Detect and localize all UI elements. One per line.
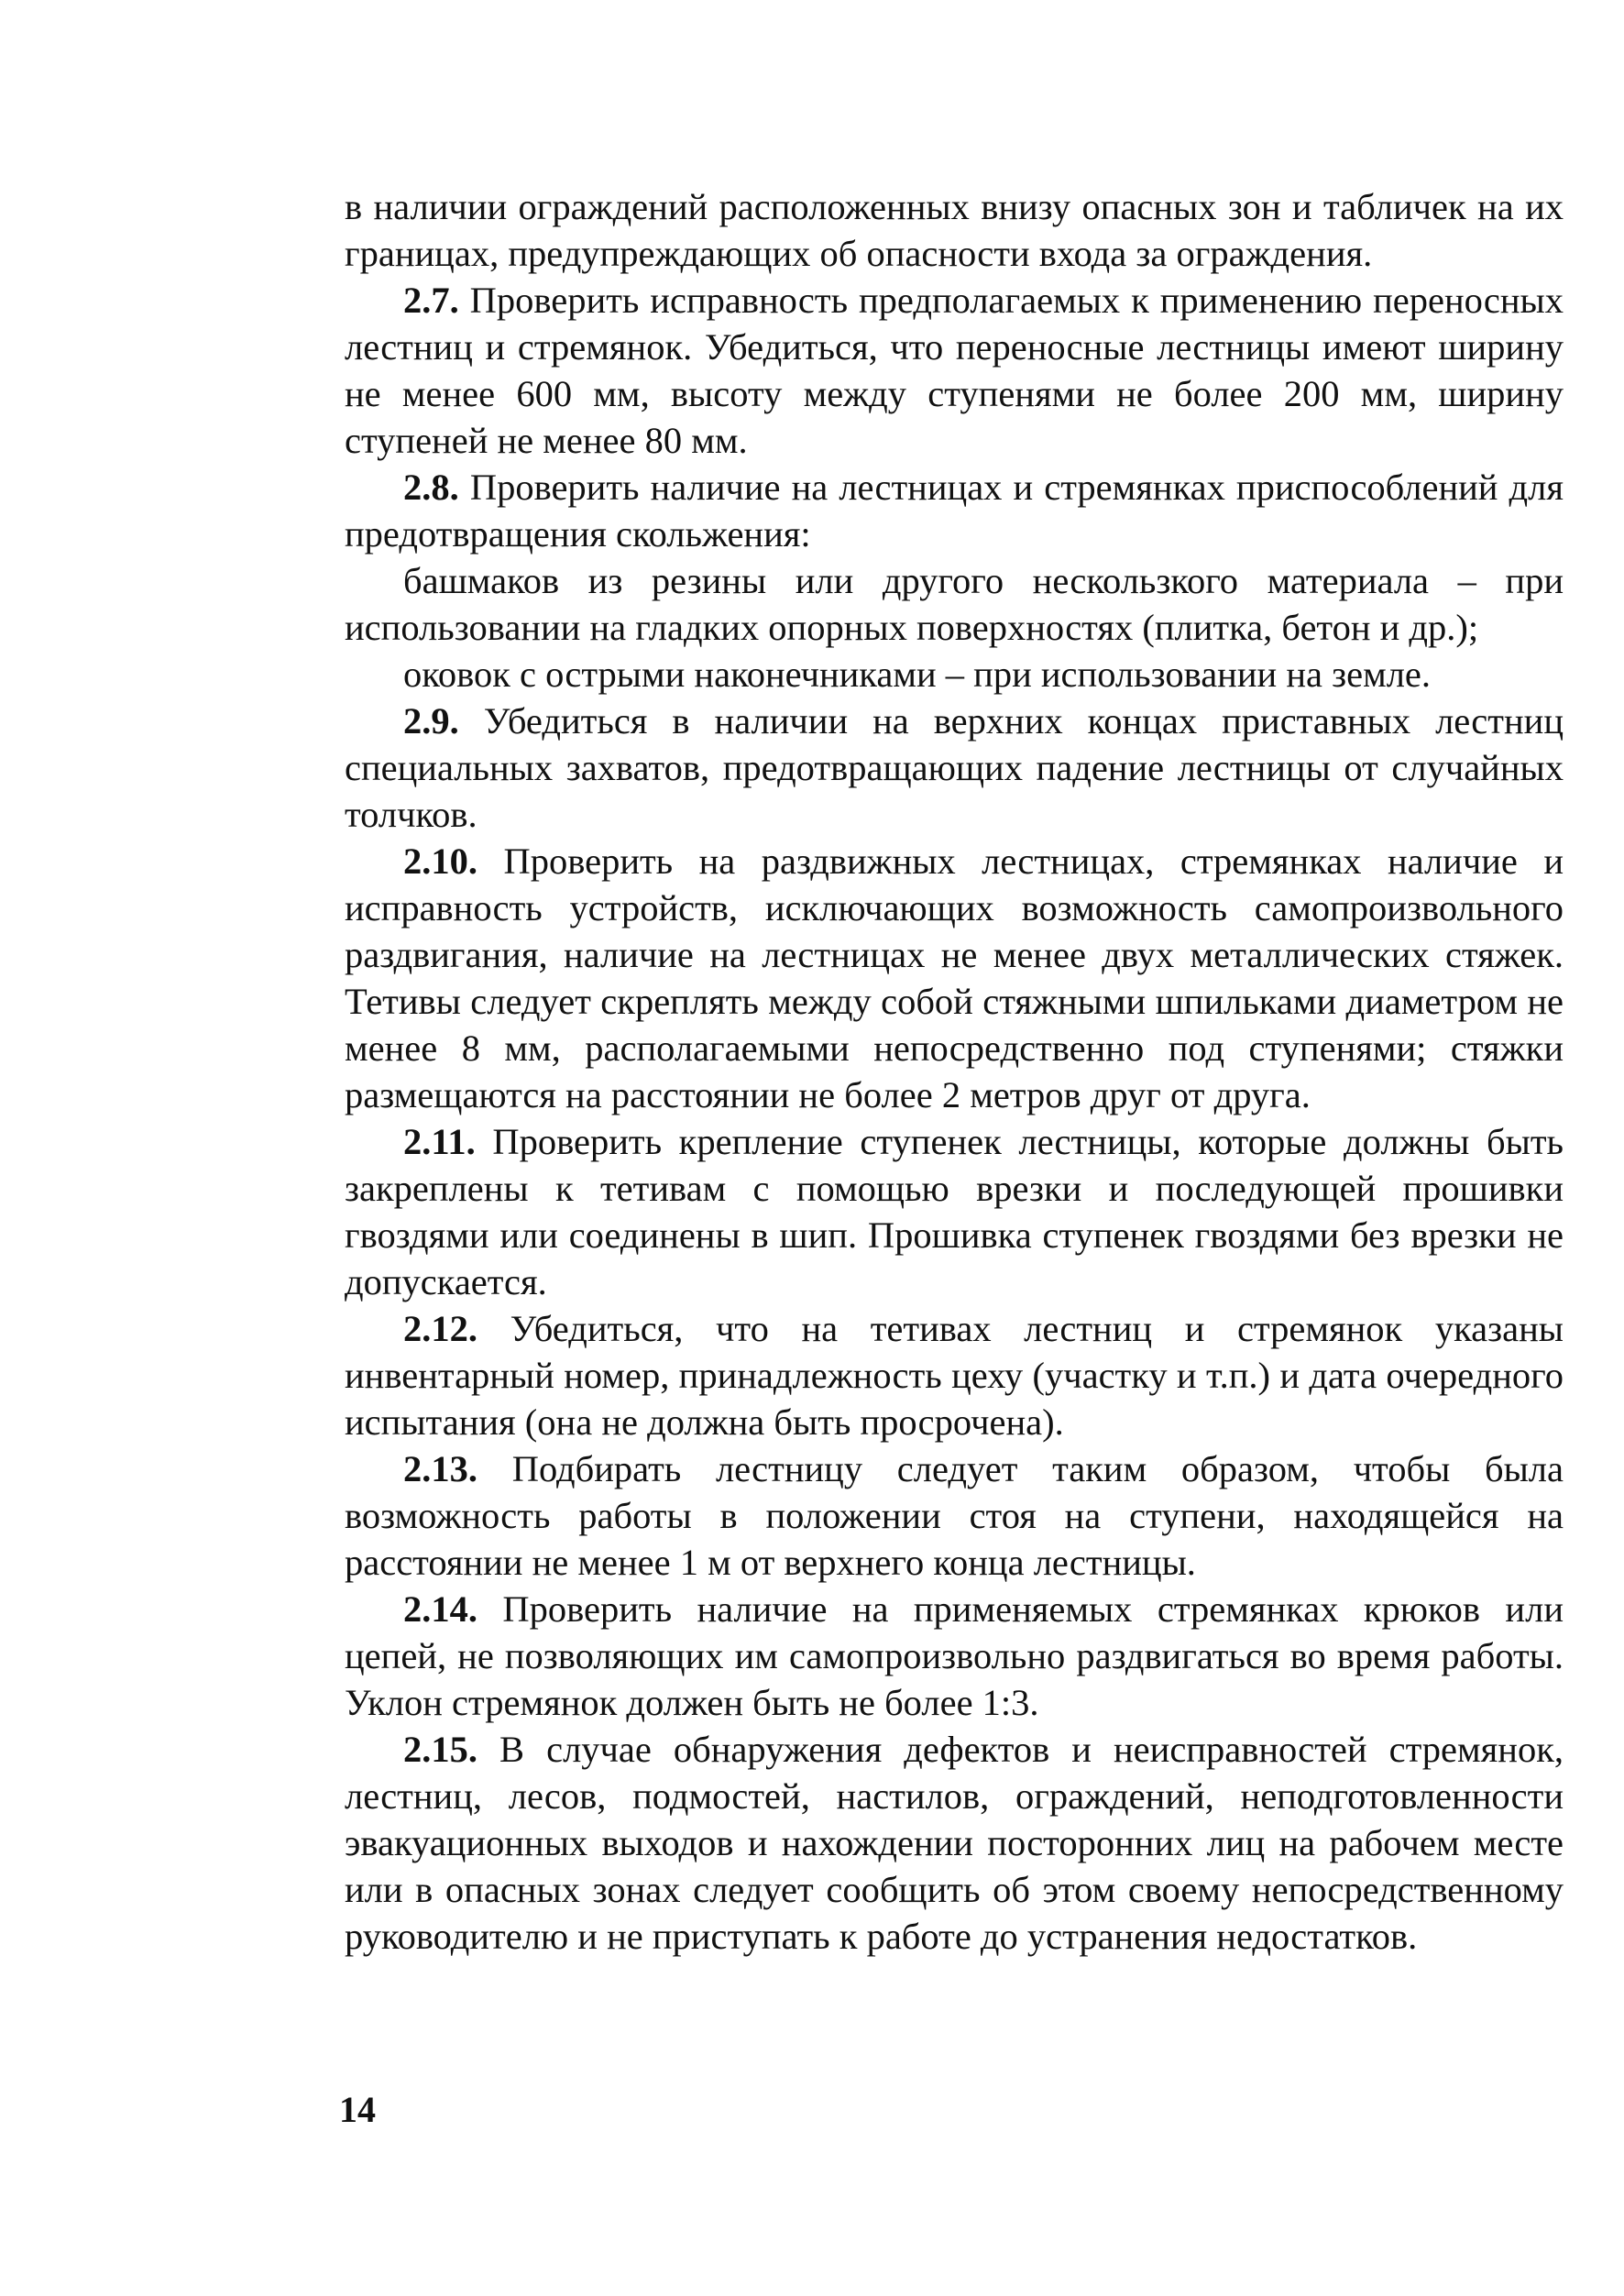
paragraph-number: 2.10. bbox=[403, 840, 477, 882]
paragraph-2-10 bbox=[345, 838, 1564, 1118]
paragraph-text: Проверить исправность предполагаемых к применению переносных лестниц и стремянок. Убедиться, что переносные лестницы имеют ширину не менее 600 мм, высоту между ступенями не более 200 мм, ширину ступеней не менее 80 мм. bbox=[345, 280, 1564, 461]
paragraph-2-8-item-2 bbox=[345, 651, 1564, 698]
paragraph-2-7 bbox=[345, 277, 1564, 464]
paragraph-text: Проверить наличие на применяемых стремянках крюков или цепей, не позволяющих им самопроизвольно раздвигаться во время работы. Уклон стремянок должен быть не более 1:3. bbox=[345, 1588, 1564, 1723]
paragraph-number: 2.9. bbox=[403, 700, 459, 742]
paragraph-2-11 bbox=[345, 1118, 1564, 1305]
document-page bbox=[345, 183, 1564, 1960]
paragraph-number: 2.13. bbox=[403, 1448, 477, 1489]
paragraph-2-8-item-1 bbox=[345, 557, 1564, 651]
paragraph-text: Подбирать лестницу следует таким образом, чтобы была возможность работы в положении стоя на ступени, находящейся на расстоянии не менее 1 м от верхнего конца лестницы. bbox=[345, 1448, 1564, 1583]
paragraph-number: 2.15. bbox=[403, 1729, 477, 1770]
document-body bbox=[345, 183, 1564, 1960]
paragraph-text: Проверить крепление ступенек лестницы, которые должны быть закреплены к тетивам с помощью врезки и последующей прошивки гвоздями или соединены в шип. Прошивка ступенек гвоздями без врезки не допускается. bbox=[345, 1121, 1564, 1302]
paragraph-text: Проверить на раздвижных лестницах, стремянках наличие и исправность устройств, исключающих возможность самопроизвольного раздвигания, наличие на лестницах не менее двух металлических стяжек. Тетивы следует скреплять между собой стяжными шпильками диаметром не менее 8 мм, располагаемыми непосредственно под ступенями; стяжки размещаются на расстоянии не более 2 метров друг от друга. bbox=[345, 840, 1564, 1115]
paragraph-number: 2.11. bbox=[403, 1121, 476, 1162]
paragraph-2-14 bbox=[345, 1586, 1564, 1726]
paragraph-number: 2.12. bbox=[403, 1308, 477, 1349]
paragraph-text: оковок с острыми наконечниками – при использовании на земле. bbox=[403, 654, 1432, 695]
paragraph-text: Убедиться в наличии на верхних концах приставных лестниц специальных захватов, предотвращающих падение лестницы от случайных толчков. bbox=[345, 700, 1564, 835]
page-number: 14 bbox=[339, 2089, 376, 2130]
paragraph-number: 2.14. bbox=[403, 1588, 477, 1630]
paragraph-text: Проверить наличие на лестницах и стремянках приспособлений для предотвращения скольжения: bbox=[345, 467, 1564, 555]
paragraph-text: Убедиться, что на тетивах лестниц и стремянок указаны инвентарный номер, принадлежность цеху (участку и т.п.) и дата очередного испытания (она не должна быть просрочена). bbox=[345, 1308, 1564, 1443]
paragraph-2-12 bbox=[345, 1305, 1564, 1445]
continuation-paragraph: в наличии ограждений расположенных внизу опасных зон и табличек на их границах, предупреждающих об опасности входа за ограждения. bbox=[345, 186, 1564, 274]
paragraph-2-9 bbox=[345, 698, 1564, 838]
paragraph-text: башмаков из резины или другого нескользкого материала – при использовании на гладких опорных поверхностях (плитка, бетон и др.); bbox=[345, 560, 1564, 648]
paragraph-text: В случае обнаружения дефектов и неисправностей стремянок, лестниц, лесов, подмостей, настилов, ограждений, неподготовленности эвакуационных выходов и нахождении посторонних лиц на рабочем месте или в опасных зонах следует сообщить об этом своему непосредственному руководителю и не приступать к работе до устранения недостатков. bbox=[345, 1729, 1564, 1957]
paragraph-2-13 bbox=[345, 1445, 1564, 1586]
paragraph-number: 2.7. bbox=[403, 280, 459, 321]
paragraph-2-15 bbox=[345, 1726, 1564, 1960]
paragraph-number: 2.8. bbox=[403, 467, 459, 508]
paragraph-2-8 bbox=[345, 464, 1564, 557]
